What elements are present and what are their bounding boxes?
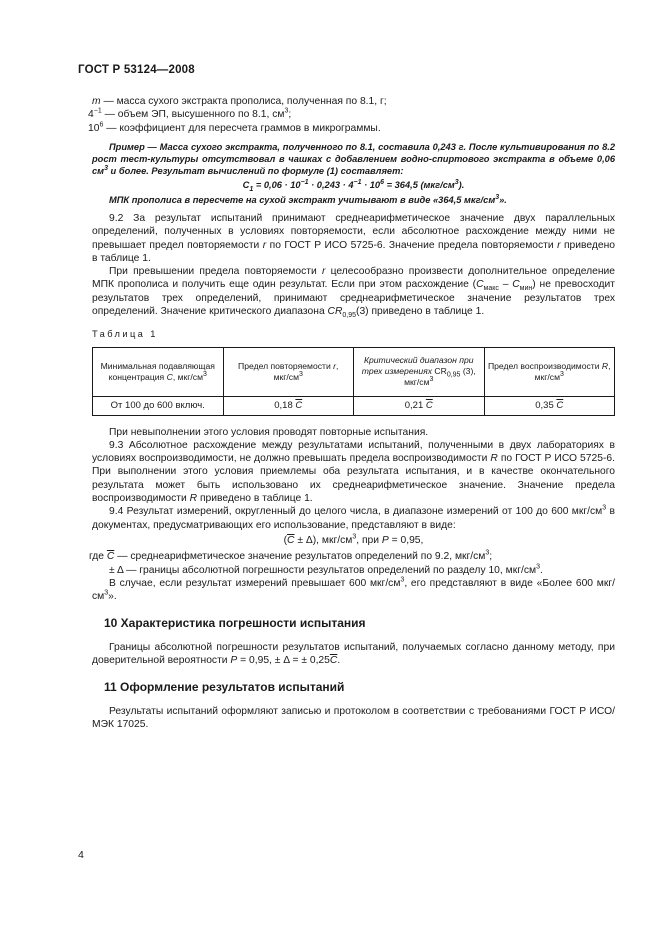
document-header: ГОСТ Р 53124—2008 — [78, 64, 195, 76]
table-caption: Таблица 1 — [92, 329, 158, 340]
section-10-text: Границы абсолютной погрешности результатов испытаний, получаемых согласно данному методу, при доверительной вероятности P = 0,95, ± Δ = ± $0,25\overline{C}$. — [92, 641, 615, 667]
paragraph-9-4: 9.4 Результат измерений, округленный до целого числа, в диапазоне измерений от 100 до 600 мкг/$см^3$ в документах, предусматривающих его использование, представляют в виде: — [92, 504, 615, 531]
header-repeatability: Предел повторяемости r, мкг/$см^3$ — [223, 347, 354, 396]
cell-repeatability: 0,18 $\overline{C}$ — [223, 396, 354, 415]
table-header-row — [93, 347, 615, 396]
header-min-concentration: Минимальная подавляющая концентрация С, мкг/$см^3$ — [93, 347, 224, 396]
table-row — [93, 396, 615, 415]
section-11-title: 11 Оформление результатов испытаний — [104, 680, 345, 695]
where-delta: ± Δ — границы абсолютной погрешности результатов определений по разделу 10, мкг/$см^3$. — [109, 563, 543, 576]
page-content — [88, 95, 616, 731]
definition-coefficient — [88, 122, 615, 135]
header-critical-range: Критический диапазон при трех измерениях $CR_{0,95}$ (3), мкг/$см^3$ — [354, 347, 485, 396]
definition-text: — коэффициент для пересчета граммов в микрограммы. — [103, 122, 381, 134]
section-10-title: 10 Характеристика погрешности испытания — [104, 616, 366, 631]
paragraph-repeat-tests: При невыполнении этого условия проводят повторные испытания. — [109, 426, 429, 438]
paragraph-over-600: В случае, если результат измерений превышает 600 мкг/$см^3$, его представляют в виде «Более 600 мкг/$см^3$». — [92, 576, 615, 603]
cell-critical-range: 0,21 $\overline{C}$ — [354, 396, 485, 415]
paragraph-9-3: 9.3 Абсолютное расхождение между результатами испытаний, полученными в двух лабораториях в условиях воспроизводимости, не должно превышать предела воспроизводимости R по ГОСТ Р ИСО 5725-6. При выполнении этого условия приемлемы оба результата испытания, и в качестве окончательного результата может быть использовано их среднеарифметическое значение. Значение предела воспроизводимости R приведено в таблице 1. — [92, 439, 615, 505]
definition-text: — объем ЭП, высушенного по 8.1, $см^3$; — [101, 107, 292, 121]
paragraph-9-2: 9.2 За результат испытаний принимают среднеарифметическое значение двух параллельных определений, полученных в условиях повторяемости, если абсолютное расхождение между ними не превышает предел повторяемости r по ГОСТ Р ИСО 5725-6. Значение предела повторяемости r приведено в таблице 1. — [92, 212, 615, 264]
definition-symbol: $10^6$ — [88, 121, 104, 134]
section-11-text: Результаты испытаний оформляют записью и протоколом в соответствии с требованиями ГОСТ Р ИСО/МЭК 17025. — [92, 705, 615, 730]
definition-symbol: m — [92, 96, 101, 107]
page-number: 4 — [78, 849, 84, 861]
table-1 — [92, 347, 615, 416]
where-mean: где $\overline{C}$ — среднеарифметическое значение результатов определений по 9.2, мкг/$см^3$; — [89, 549, 493, 563]
definition-symbol: $4^{-1}$ — [88, 107, 102, 121]
example-conclusion: МПК прополиса в пересчете на сухой экстракт учитывают в виде «364,5 мкг/$см^3$». — [109, 193, 507, 205]
cell-range: От 100 до 600 включ. — [93, 396, 224, 415]
definition-m — [92, 95, 615, 108]
example-text: Пример — Масса сухого экстракта, полученного по 8.1, составила 0,243 г. После культивирования по 8.2 рост тест-культуры отсутствовал в чашках с добавлением водно-спиртового экстракта в объеме 0,06 $см^3$ и более. Результат вычислений по формуле (1) составляет: — [92, 141, 615, 177]
definition-text: — масса сухого экстракта прополиса, полученная по 8.1, г; — [100, 96, 387, 107]
paragraph-9-2-continued: При превышении предела повторяемости r целесообразно произвести дополнительное определение МПК прополиса и получить еще один результат. Если при этом расхождение $(C_{макс} - C_{мин})$ не превосходит результатов трех определений, принимают среднеарифметическое значение результатов трех определений. Значение критического диапазона $CR_{0,95}(3)$ приведено в таблице 1. — [92, 266, 616, 320]
result-formula: $(\overline{C} \pm \Delta)$, мкг/$см^3$, при P = 0,95, — [283, 533, 424, 546]
example-formula: $C_1 = 0,06 \cdot 10^{-1} \cdot 0,243 \cdot 4^{-1} \cdot 10^6 = 364,5$ $(мкг/см^3)$. — [242, 178, 465, 193]
definition-volume — [88, 108, 615, 121]
header-reproducibility: Предел воспроизводимости R, мкг/$см^3$ — [484, 347, 615, 396]
cell-reproducibility: 0,35 $\overline{C}$ — [484, 396, 615, 415]
